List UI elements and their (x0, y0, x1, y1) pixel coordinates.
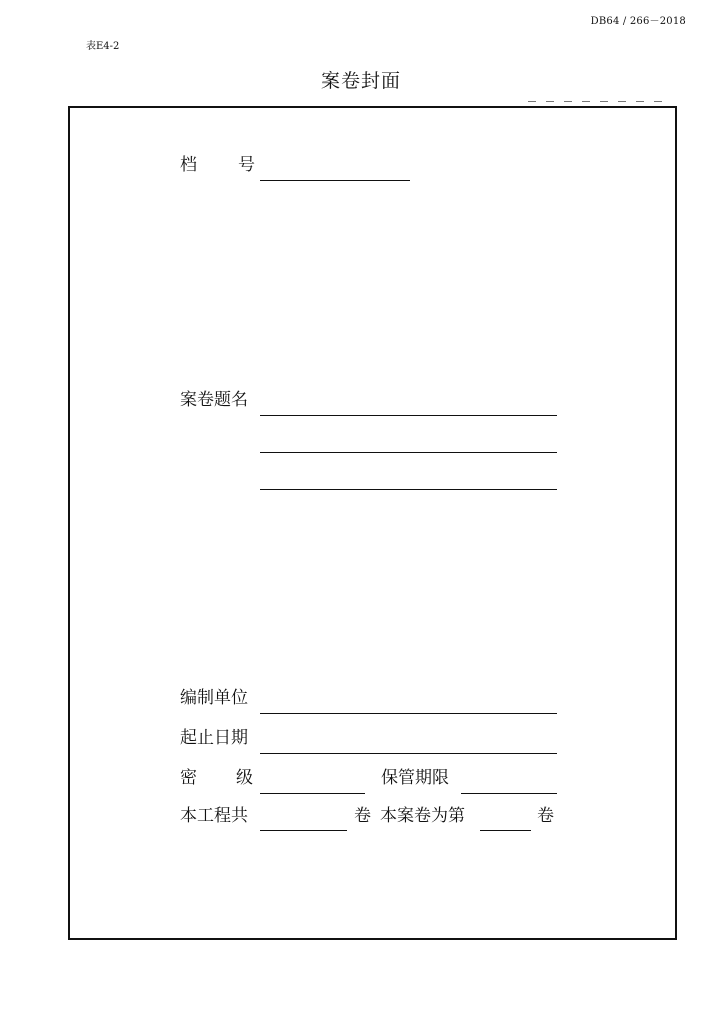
retention-period-line[interactable] (461, 793, 557, 794)
project-total-line[interactable] (260, 830, 347, 831)
volume-unit-label-1: 卷 (354, 806, 371, 826)
file-title-label: 案卷题名 (180, 390, 248, 410)
cover-frame (68, 106, 677, 940)
archive-no-label-part1: 档 (180, 155, 197, 175)
this-volume-label: 本案卷为第 (380, 806, 465, 826)
form-number: 表E4-2 (86, 41, 120, 52)
standard-code: DB64 / 266－2018 (590, 16, 686, 27)
archive-no-line[interactable] (260, 180, 410, 181)
date-range-label: 起止日期 (180, 728, 248, 748)
file-title-line-3[interactable] (260, 489, 557, 490)
file-title-line-1[interactable] (260, 415, 557, 416)
project-total-label: 本工程共 (180, 806, 248, 826)
page-title: 案卷封面 (320, 70, 401, 92)
archive-no-label-part2: 号 (238, 155, 255, 175)
secrecy-label-part1: 密 (180, 768, 197, 788)
this-volume-line[interactable] (480, 830, 531, 831)
top-dash-marks (528, 101, 674, 105)
date-range-line[interactable] (260, 753, 557, 754)
secrecy-label-part2: 级 (236, 768, 253, 788)
volume-unit-label-2: 卷 (537, 806, 554, 826)
compiling-unit-label: 编制单位 (180, 688, 248, 708)
compiling-unit-line[interactable] (260, 713, 557, 714)
secrecy-line[interactable] (260, 793, 365, 794)
retention-period-label: 保管期限 (381, 768, 449, 788)
file-title-line-2[interactable] (260, 452, 557, 453)
